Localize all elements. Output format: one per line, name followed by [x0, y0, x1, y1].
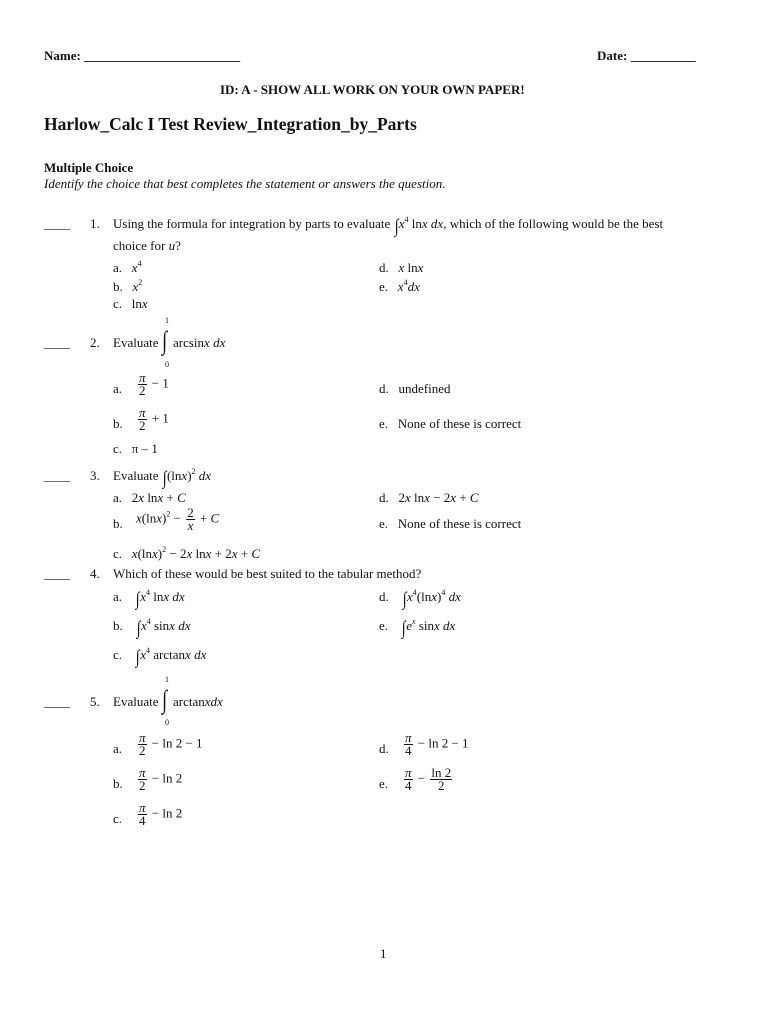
q5-upper-limit: 1 — [165, 675, 169, 684]
section-heading: Multiple Choice — [44, 160, 134, 175]
q1-option-c: c. lnx — [113, 296, 148, 311]
question-text-q1: Using the formula for integration by parts to evaluate $\int x^4$ lnx dx, which of the following would be the best — [113, 215, 664, 237]
q2-option-b: b. — [113, 416, 123, 431]
q5-option-e-value: $\frac{\pi}{4}$ − $\frac{\ln 2}{2}$ — [405, 765, 452, 793]
q2-option-a-value: $\frac{\pi}{2}$ − 1 — [139, 370, 169, 398]
q1-option-b: b. $x^2$ — [113, 278, 143, 294]
q5-option-c: c. — [113, 811, 123, 826]
q4-option-a: a. $\int x^4$ lnx dx — [113, 588, 185, 610]
q5-lower-limit: 0 — [165, 718, 169, 727]
q4-option-b: b. $\int x^4$ sinx dx — [113, 617, 191, 639]
integral-sign-icon: ∫ — [136, 618, 141, 639]
q1-text-part1: Using the formula for integration by parts to evaluate — [113, 216, 391, 231]
integral-sign-icon: ∫ — [162, 468, 167, 489]
q5-option-c-value: $\frac{\pi}{4}$ − ln 2 — [139, 800, 183, 828]
integral-sign-icon: ∫ — [135, 589, 140, 610]
question-number-q2: 2. — [90, 335, 100, 350]
q4-option-e: e. $\int e^x$ sinx dx — [379, 617, 456, 639]
q2-integrand: arcsinx dx — [173, 335, 226, 350]
q3-option-d: d. 2x lnx − 2x + C — [379, 490, 479, 505]
q1-option-e: e. $x^4dx$ — [379, 278, 420, 294]
q2-upper-limit: 1 — [165, 316, 169, 325]
q3-option-b: b. — [113, 516, 123, 531]
id-line: ID: A - SHOW ALL WORK ON YOUR OWN PAPER! — [220, 82, 525, 97]
q3-option-a: a. 2x lnx + C — [113, 490, 186, 505]
integral-sign-icon: ∫ — [394, 216, 399, 237]
question-number-q5: 5. — [90, 694, 100, 709]
integral-sign-icon: ∫ — [401, 618, 406, 639]
q5-option-e: e. — [379, 776, 389, 791]
q1-text-part2: , which of the following would be the best — [443, 216, 664, 231]
q2-lower-limit: 0 — [165, 360, 169, 369]
q5-option-d-value: $\frac{\pi}{4}$ − ln 2 − 1 — [405, 730, 469, 758]
section-instructions: Identify the choice that best completes the statement or answers the question. — [44, 176, 446, 191]
question-number-q4: 4. — [90, 566, 100, 581]
q5-integrand: arctanxdx — [173, 694, 223, 709]
page-title: Harlow_Calc I Test Review_Integration_by_Parts — [44, 114, 417, 134]
date-field-label: Date: __________ — [597, 48, 696, 63]
question-text-q1-line2: choice for u? — [113, 238, 181, 253]
answer-blank-q1: ____ — [44, 216, 70, 231]
q5-option-b: b. — [113, 776, 123, 791]
q3-option-c: c. $x(\ln x)^2 - 2x$ lnx + 2x + C — [113, 545, 261, 561]
page-number: 1 — [380, 946, 387, 961]
q5-option-d: d. — [379, 741, 389, 756]
integral-sign-icon: ∫ — [162, 326, 168, 355]
question-text-q4: Which of these would be best suited to the tabular method? — [113, 566, 422, 581]
name-field-label: Name: ________________________ — [44, 48, 241, 63]
question-text-q3: Evaluate $\int(\ln x)^2$ dx — [113, 467, 212, 489]
q4-option-d: d. $\int x^4(\ln x)^4$ dx — [379, 588, 461, 610]
q3-option-e: e. None of these is correct — [379, 516, 522, 531]
answer-blank-q3: ____ — [44, 468, 70, 483]
q2-option-c: c. π – 1 — [113, 441, 158, 456]
answer-blank-q4: ____ — [44, 566, 70, 581]
q5-label: Evaluate — [113, 694, 159, 709]
q5-option-a: a. — [113, 741, 123, 756]
q2-label: Evaluate — [113, 335, 159, 350]
integral-sign-icon: ∫ — [162, 685, 168, 714]
q1-option-a: a. $x^4$ — [113, 259, 142, 275]
answer-blank-q2: ____ — [44, 335, 70, 350]
integral-sign-icon: ∫ — [135, 647, 140, 668]
q5-option-b-value: $\frac{\pi}{2}$ − ln 2 — [139, 765, 183, 793]
q5-option-a-value: $\frac{\pi}{2}$ − ln 2 − 1 — [139, 730, 203, 758]
answer-blank-q5: ____ — [44, 694, 70, 709]
integral-sign-icon: ∫ — [402, 589, 407, 610]
question-number-q3: 3. — [90, 468, 100, 483]
q2-option-a: a. — [113, 381, 123, 396]
q2-option-d: d. undefined — [379, 381, 451, 396]
q1-option-d: d. x lnx — [379, 260, 424, 275]
q4-option-c: c. $\int x^4$ arctanx dx — [113, 646, 207, 668]
question-number-q1: 1. — [90, 216, 100, 231]
q3-option-b-value: $x(\ln x)^2$ − $\frac{2}{x}$ + C — [136, 505, 220, 533]
q2-option-b-value: $\frac{\pi}{2}$ + 1 — [139, 405, 169, 433]
q2-option-e: e. None of these is correct — [379, 416, 522, 431]
